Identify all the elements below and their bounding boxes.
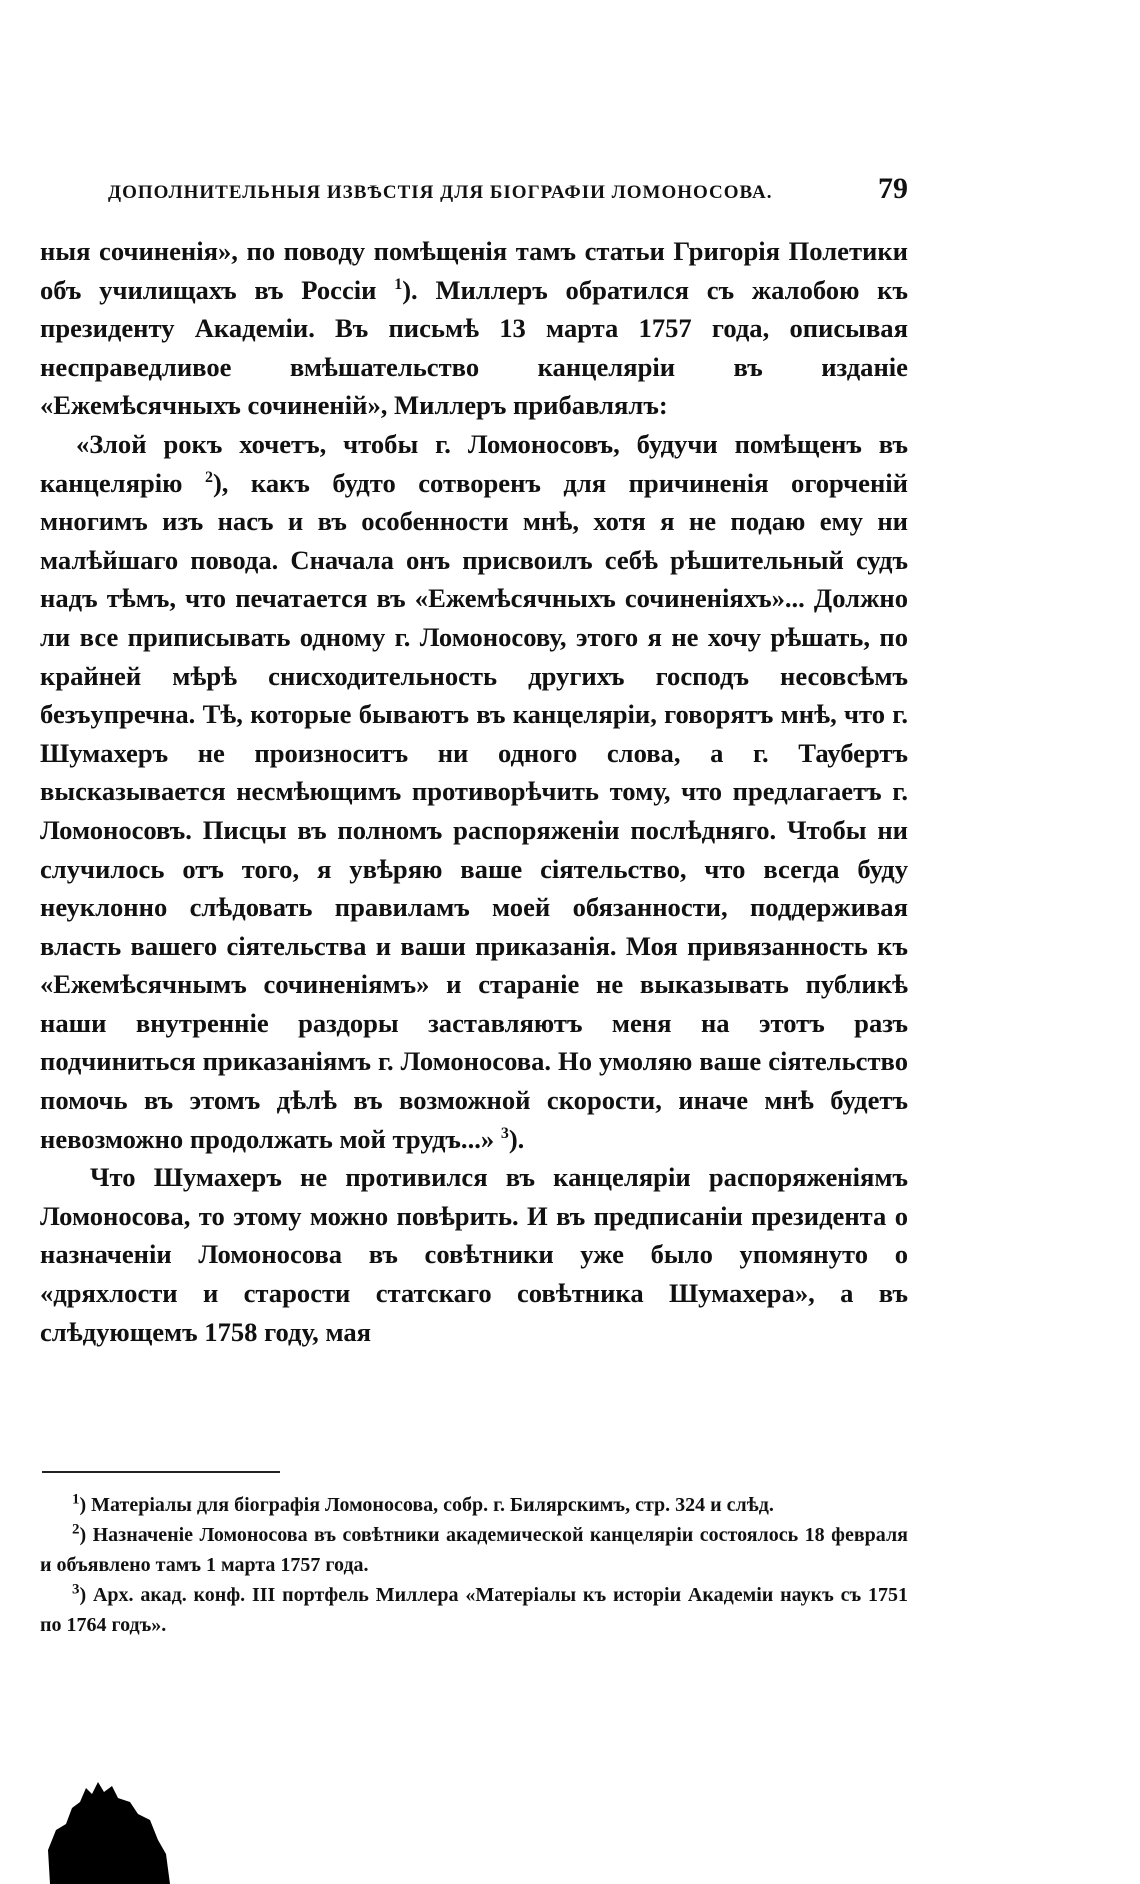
footnote-separator (42, 1471, 280, 1473)
quotation-text-b: ), какъ будто сотворенъ для причиненія огорченій многимъ изъ насъ и въ особенности мнѣ, хотя я не подаю ему ни малѣйшаго повода. Сначала онъ присвоилъ себѣ рѣшительный судъ надъ тѣмъ, что печатается въ «Ежемѣсячныхъ сочиненіяхъ»... Должно ли все приписывать одному г. Ломоносову, этого я не хочу рѣшать, по крайней мѣрѣ снисходительность другихъ господъ несовсѣмъ безъупречна. Тѣ, которые бываютъ въ канцеляріи, говорятъ мнѣ, что г. Шумахеръ не произноситъ ни одного слова, а г. Таубертъ высказывается несмѣющимъ противорѣчить тому, что предлагаетъ г. Ломоносовъ. Писцы въ полномъ распоряженіи послѣдняго. Чтобы ни случилось отъ того, я увѣряю ваше сіятельство, что всегда буду неуклонно слѣдовать правиламъ моей обязанности, поддерживая власть вашего сіятельства и ваши приказанія. Моя привязанность къ «Ежемѣсячнымъ сочиненіямъ» и стараніе не выказывать публикѣ наши внутренніе раздоры заставляютъ меня на этотъ разъ подчиниться приказаніямъ г. Ломоносова. Но умоляю ваше сіятельство помочь въ этомъ дѣлѣ въ возможной скорости, иначе мнѣ будетъ невозможно продолжать мой трудъ...» (40, 467, 909, 1154)
paragraph-1 (40, 232, 908, 425)
quotation-text-a: «Злой рокъ хочетъ, чтобы г. Ломоносовъ, будучи помѣщенъ въ канцелярію (40, 428, 908, 498)
footnote-ref-2: 2 (204, 468, 213, 486)
quotation-text-c: ). (508, 1123, 525, 1154)
main-text (40, 232, 908, 1351)
footnote-ref-3: 3 (500, 1124, 509, 1142)
ink-stain (42, 1780, 172, 1884)
footnote-3-mark: 3 (72, 1581, 80, 1598)
footnote-1-text: ) Матеріалы для біографія Ломоносова, собр. г. Билярскимъ, стр. 324 и слѣд. (79, 1494, 774, 1516)
footnote-3 (40, 1580, 908, 1640)
paragraph-3: Что Шумахеръ не противился въ канцеляріи распоряженіямъ Ломоносова, то этому можно повѣрить. И въ предписаніи президента о назначеніи Ломоносова въ совѣтники уже было упомянуто о «дряхлости и старости статскаго совѣтника Шумахера», а въ слѣдующемъ 1758 году, мая (40, 1162, 908, 1347)
footnote-2-text: ) Назначеніе Ломоносова въ совѣтники академической канцеляріи состоялось 18 февраля и объявлено тамъ 1 марта 1757 года. (40, 1524, 908, 1576)
page-number: 79 (878, 172, 908, 205)
footnote-1-mark: 1 (72, 1491, 80, 1508)
quotation-paragraph (40, 425, 908, 1158)
footnote-2 (40, 1520, 908, 1580)
paragraph-1-text-a: ныя сочиненія», по поводу помѣщенія тамъ статьи Григорія Полетики объ училищахъ въ Россіи (40, 236, 908, 305)
footnote-ref-1: 1 (394, 275, 403, 293)
footnotes (40, 1490, 908, 1640)
paragraph-1-text-b: ). Миллеръ обратился съ жалобою къ президенту Академіи. Въ письмѣ 13 марта 1757 года, описывая несправедливое вмѣшательство канцеляріи въ изданіе «Ежемѣсячныхъ сочиненій», Миллеръ прибавлялъ: (40, 274, 908, 421)
footnote-2-mark: 2 (72, 1521, 80, 1538)
footnote-3-text: ) Арх. акад. конф. III портфель Миллера «Матеріалы къ исторіи Академіи наукъ съ 1751 по 1764 годъ». (40, 1584, 908, 1636)
footnote-1 (40, 1490, 908, 1520)
page-header (108, 172, 908, 206)
running-head: ДОПОЛНИТЕЛЬНЫЯ ИЗВѢСТІЯ ДЛЯ БІОГРАФІИ ЛОМОНОСОВА. (108, 182, 773, 203)
